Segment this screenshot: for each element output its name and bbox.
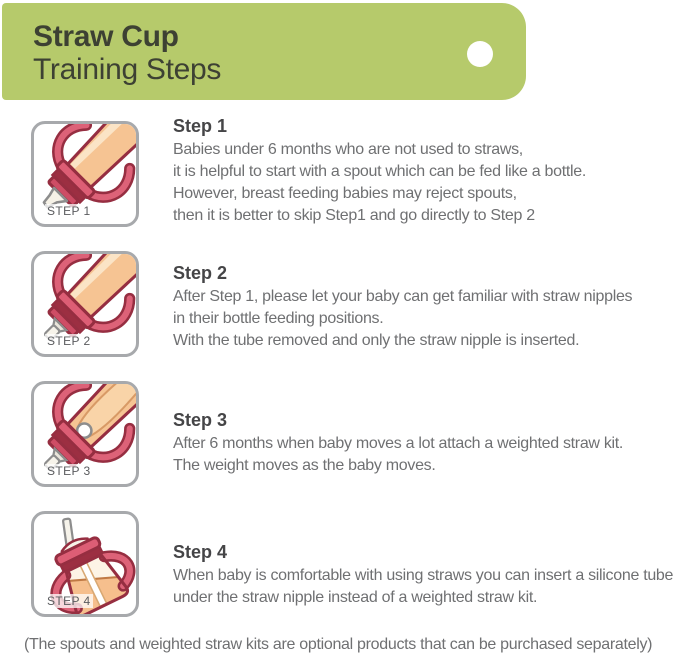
step3-line: The weight moves as the baby moves.	[173, 457, 436, 474]
page-title	[33, 20, 221, 86]
step4-line: When baby is comfortable with using straws you can insert a silicone tube	[173, 567, 674, 584]
step3-text	[173, 409, 623, 477]
step4-thumbnail	[31, 511, 139, 617]
step1-title: Step 1	[173, 116, 228, 136]
step3-thumbnail	[31, 381, 139, 487]
page-title-line1: Straw Cup	[33, 20, 179, 53]
step2-line: in their bottle feeding positions.	[173, 310, 384, 327]
step3-title: Step 3	[173, 410, 228, 430]
step1-line: Babies under 6 months who are not used to straws,	[173, 141, 523, 158]
step4-label: STEP 4	[47, 594, 91, 608]
step4-line: under the straw nipple instead of a weighted straw kit.	[173, 589, 538, 606]
step2-line: After Step 1, please let your baby can get familiar with straw nipples	[173, 288, 633, 305]
step4-title: Step 4	[173, 542, 228, 562]
step2-label: STEP 2	[47, 334, 91, 348]
step3-label: STEP 3	[47, 464, 91, 478]
step1-line: it is helpful to start with a spout which can be fed like a bottle.	[173, 163, 587, 180]
step1-line: However, breast feeding babies may reject spouts,	[173, 185, 517, 202]
step1-text	[173, 115, 586, 227]
step1-thumbnail	[31, 121, 139, 227]
page-title-line2: Training Steps	[33, 53, 222, 86]
punch-hole-circle	[467, 41, 493, 67]
step2-thumbnail	[31, 251, 139, 357]
step4-text	[173, 541, 673, 609]
step2-text	[173, 262, 632, 352]
step1-label: STEP 1	[47, 204, 91, 218]
header-banner	[2, 3, 526, 100]
footer-note: (The spouts and weighted straw kits are optional products that can be purchased separately)	[24, 636, 653, 653]
step3-line: After 6 months when baby moves a lot attach a weighted straw kit.	[173, 435, 624, 452]
step2-line: With the tube removed and only the straw nipple is inserted.	[173, 332, 580, 349]
step2-title: Step 2	[173, 263, 228, 283]
step1-line: then it is better to skip Step1 and go directly to Step 2	[173, 207, 535, 224]
